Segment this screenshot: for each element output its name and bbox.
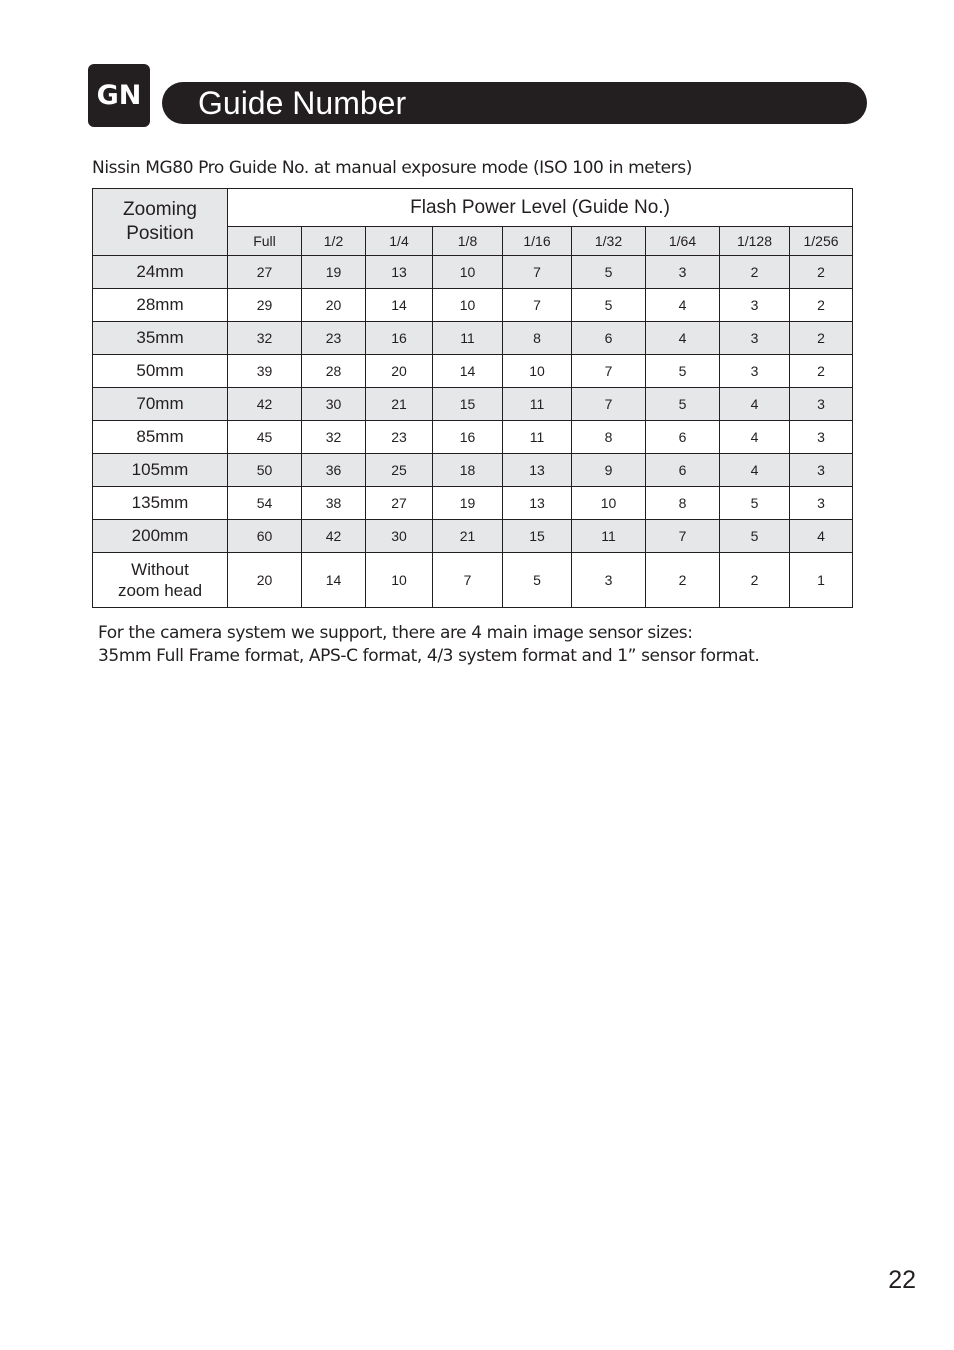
zoom-position-cell: 24mm — [93, 256, 228, 289]
guide-number-cell: 39 — [228, 355, 302, 388]
guide-number-cell: 42 — [302, 520, 366, 553]
guide-number-cell: 11 — [503, 388, 572, 421]
level-header: Full — [228, 227, 302, 256]
guide-number-cell: 2 — [720, 553, 790, 608]
guide-number-cell: 2 — [790, 289, 853, 322]
guide-number-cell: 4 — [646, 322, 720, 355]
guide-number-cell: 6 — [646, 454, 720, 487]
guide-number-cell: 16 — [366, 322, 433, 355]
guide-number-cell: 10 — [503, 355, 572, 388]
guide-number-cell: 9 — [572, 454, 646, 487]
table-row — [93, 355, 853, 388]
guide-number-cell: 5 — [572, 256, 646, 289]
guide-number-cell: 29 — [228, 289, 302, 322]
guide-number-cell: 23 — [366, 421, 433, 454]
guide-number-cell: 32 — [228, 322, 302, 355]
guide-number-cell: 28 — [302, 355, 366, 388]
table-row — [93, 388, 853, 421]
zoom-cell-line2: zoom head — [117, 581, 203, 600]
guide-number-cell: 8 — [572, 421, 646, 454]
guide-number-cell: 11 — [433, 322, 503, 355]
sensor-note-line1: For the camera system we support, there are 4 main image sensor sizes: — [98, 623, 693, 643]
guide-number-cell: 10 — [433, 289, 503, 322]
guide-number-table — [92, 188, 853, 608]
guide-number-cell: 13 — [503, 454, 572, 487]
guide-number-cell: 6 — [646, 421, 720, 454]
guide-number-cell: 38 — [302, 487, 366, 520]
guide-number-cell: 54 — [228, 487, 302, 520]
guide-number-cell: 27 — [366, 487, 433, 520]
zoom-header-line1: Zooming — [123, 199, 197, 220]
guide-number-cell: 2 — [720, 256, 790, 289]
guide-number-cell: 2 — [790, 322, 853, 355]
guide-number-cell: 8 — [503, 322, 572, 355]
sensor-note-line2: 35mm Full Frame format, APS-C format, 4/3 system format and 1” sensor format. — [98, 646, 760, 666]
guide-number-cell: 25 — [366, 454, 433, 487]
zoom-position-cell: 105mm — [93, 454, 228, 487]
guide-number-cell: 3 — [790, 487, 853, 520]
zoom-position-cell: 200mm — [93, 520, 228, 553]
guide-number-cell: 11 — [503, 421, 572, 454]
guide-number-cell: 5 — [646, 388, 720, 421]
guide-number-cell: 3 — [790, 421, 853, 454]
zoom-position-cell: 50mm — [93, 355, 228, 388]
guide-number-cell: 1 — [790, 553, 853, 608]
guide-number-cell: 4 — [720, 421, 790, 454]
guide-number-cell: 4 — [646, 289, 720, 322]
level-header: 1/2 — [302, 227, 366, 256]
zoom-position-cell: 70mm — [93, 388, 228, 421]
level-header: 1/16 — [503, 227, 572, 256]
guide-number-cell: 7 — [503, 289, 572, 322]
zoom-position-header — [93, 189, 228, 256]
table-row — [93, 322, 853, 355]
level-header: 1/128 — [720, 227, 790, 256]
guide-number-cell: 10 — [433, 256, 503, 289]
guide-number-cell: 23 — [302, 322, 366, 355]
guide-number-cell: 3 — [646, 256, 720, 289]
guide-number-cell: 10 — [366, 553, 433, 608]
level-header: 1/4 — [366, 227, 433, 256]
zoom-position-cell: 28mm — [93, 289, 228, 322]
guide-number-cell: 3 — [572, 553, 646, 608]
guide-number-cell: 21 — [366, 388, 433, 421]
table-caption: Nissin MG80 Pro Guide No. at manual exposure mode (ISO 100 in meters) — [92, 158, 692, 178]
guide-number-cell: 11 — [572, 520, 646, 553]
guide-number-cell: 13 — [366, 256, 433, 289]
guide-number-cell: 60 — [228, 520, 302, 553]
guide-number-cell: 14 — [433, 355, 503, 388]
guide-number-cell: 20 — [366, 355, 433, 388]
guide-number-cell: 30 — [366, 520, 433, 553]
guide-number-cell: 6 — [572, 322, 646, 355]
guide-number-cell: 21 — [433, 520, 503, 553]
guide-number-cell: 5 — [720, 520, 790, 553]
page-title: Guide Number — [162, 82, 867, 124]
zoom-position-cell: 135mm — [93, 487, 228, 520]
guide-number-cell: 2 — [790, 256, 853, 289]
guide-number-cell: 7 — [503, 256, 572, 289]
guide-number-cell: 3 — [790, 454, 853, 487]
guide-number-cell: 19 — [302, 256, 366, 289]
guide-number-cell: 7 — [646, 520, 720, 553]
zoom-cell-line1: Without — [131, 560, 189, 579]
guide-number-cell: 27 — [228, 256, 302, 289]
guide-number-cell: 5 — [720, 487, 790, 520]
guide-number-cell: 20 — [302, 289, 366, 322]
table-row — [93, 487, 853, 520]
guide-number-cell: 2 — [790, 355, 853, 388]
guide-number-cell: 14 — [366, 289, 433, 322]
table-row — [93, 553, 853, 608]
level-header: 1/256 — [790, 227, 853, 256]
guide-number-cell: 10 — [572, 487, 646, 520]
guide-number-cell: 42 — [228, 388, 302, 421]
guide-number-cell: 7 — [433, 553, 503, 608]
guide-number-cell: 8 — [646, 487, 720, 520]
guide-number-cell: 16 — [433, 421, 503, 454]
guide-number-cell: 36 — [302, 454, 366, 487]
page-number: 22 — [888, 1266, 916, 1294]
guide-number-cell: 3 — [720, 289, 790, 322]
guide-number-cell: 20 — [228, 553, 302, 608]
zoom-position-cell: 85mm — [93, 421, 228, 454]
level-header: 1/32 — [572, 227, 646, 256]
sensor-note — [98, 622, 759, 668]
guide-number-cell: 15 — [503, 520, 572, 553]
guide-number-cell: 7 — [572, 355, 646, 388]
table-row — [93, 454, 853, 487]
guide-number-cell: 15 — [433, 388, 503, 421]
guide-number-cell: 50 — [228, 454, 302, 487]
zoom-position-cell: 35mm — [93, 322, 228, 355]
guide-number-cell: 5 — [503, 553, 572, 608]
zoom-position-cell — [93, 553, 228, 608]
guide-number-cell: 3 — [790, 388, 853, 421]
guide-number-cell: 19 — [433, 487, 503, 520]
table-row — [93, 256, 853, 289]
flash-power-header: Flash Power Level (Guide No.) — [228, 189, 853, 227]
guide-number-cell: 4 — [790, 520, 853, 553]
guide-number-cell: 45 — [228, 421, 302, 454]
guide-number-cell: 14 — [302, 553, 366, 608]
gn-badge: GN — [88, 64, 150, 127]
zoom-header-line2: Position — [126, 223, 194, 244]
guide-number-cell: 4 — [720, 388, 790, 421]
guide-number-cell: 13 — [503, 487, 572, 520]
guide-number-cell: 18 — [433, 454, 503, 487]
guide-number-cell: 7 — [572, 388, 646, 421]
guide-number-cell: 3 — [720, 322, 790, 355]
level-header: 1/64 — [646, 227, 720, 256]
guide-number-cell: 5 — [572, 289, 646, 322]
guide-number-cell: 3 — [720, 355, 790, 388]
table-row — [93, 520, 853, 553]
guide-number-cell: 32 — [302, 421, 366, 454]
guide-number-cell: 30 — [302, 388, 366, 421]
guide-number-cell: 2 — [646, 553, 720, 608]
table-row — [93, 421, 853, 454]
guide-number-cell: 5 — [646, 355, 720, 388]
table-row — [93, 289, 853, 322]
guide-number-cell: 4 — [720, 454, 790, 487]
level-header: 1/8 — [433, 227, 503, 256]
